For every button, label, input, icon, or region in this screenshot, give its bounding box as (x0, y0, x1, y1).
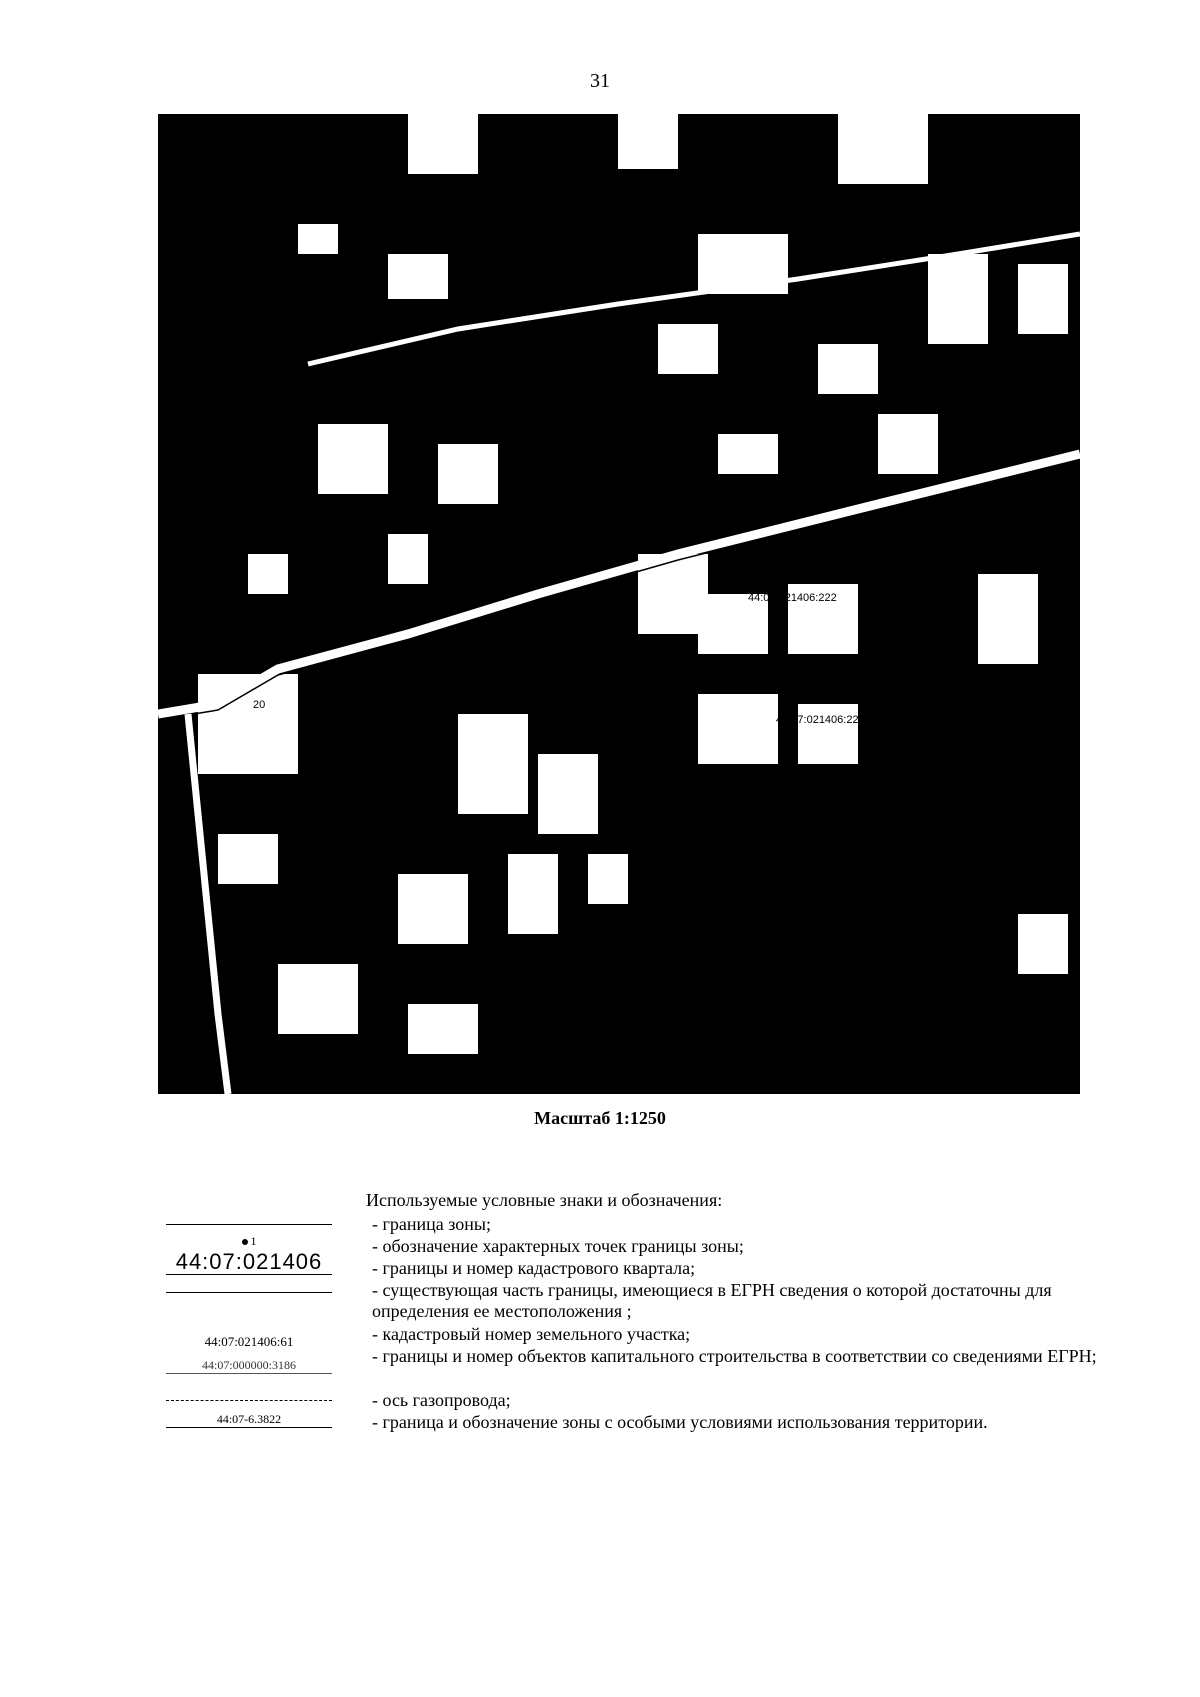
boundary-point-symbol (166, 1234, 332, 1249)
map-label-parcel: 44:07:02 (588, 653, 631, 665)
building-number-symbol: 44:07:000000:3186 (166, 1358, 332, 1374)
legend-heading: Используемые условные знаки и обозначения: (366, 1190, 723, 1210)
map-label-parcel: 44:07:021406:228 (776, 714, 865, 726)
special-zone-symbol: 44:07-6.3822 (166, 1412, 332, 1428)
existing-boundary-symbol (166, 1292, 332, 1293)
legend-item: - обозначение характерных точек границы зоны; (372, 1236, 744, 1256)
map-label-point-20: 20 (253, 699, 266, 711)
scale-caption: Масштаб 1:1250 (534, 1108, 666, 1128)
zone-boundary-symbol (166, 1224, 332, 1225)
gas-pipeline-symbol (166, 1400, 332, 1401)
legend-item: - ось газопровода; (372, 1390, 511, 1410)
point-number: 1 (250, 1234, 257, 1248)
legend-item: - границы и номер объектов капитального строительства в соответствии со сведениями ЕГРН; (372, 1346, 1097, 1366)
map-label-parcel: 44:07:021406:222 (748, 592, 837, 604)
legend-item: - граница и обозначение зоны с особыми условиями использования территории. (372, 1412, 988, 1432)
cadastral-quarter-symbol: 44:07:021406 (166, 1250, 332, 1275)
legend-item: - кадастровый номер земельного участка; (372, 1324, 691, 1344)
legend-item: - границы и номер кадастрового квартала; (372, 1258, 696, 1278)
aerial-map (158, 114, 1080, 1094)
page-number: 31 (590, 70, 610, 92)
point-dot-icon (242, 1239, 248, 1245)
legend-item: - существующая часть границы, имеющиеся в ЕГРН сведения о которой достаточны для определения ее местоположения ; (372, 1280, 1052, 1321)
parcel-number-symbol: 44:07:021406:61 (204, 1334, 294, 1349)
map-label-zone: 3822 (206, 791, 231, 803)
legend-item: - граница зоны; (372, 1214, 491, 1234)
